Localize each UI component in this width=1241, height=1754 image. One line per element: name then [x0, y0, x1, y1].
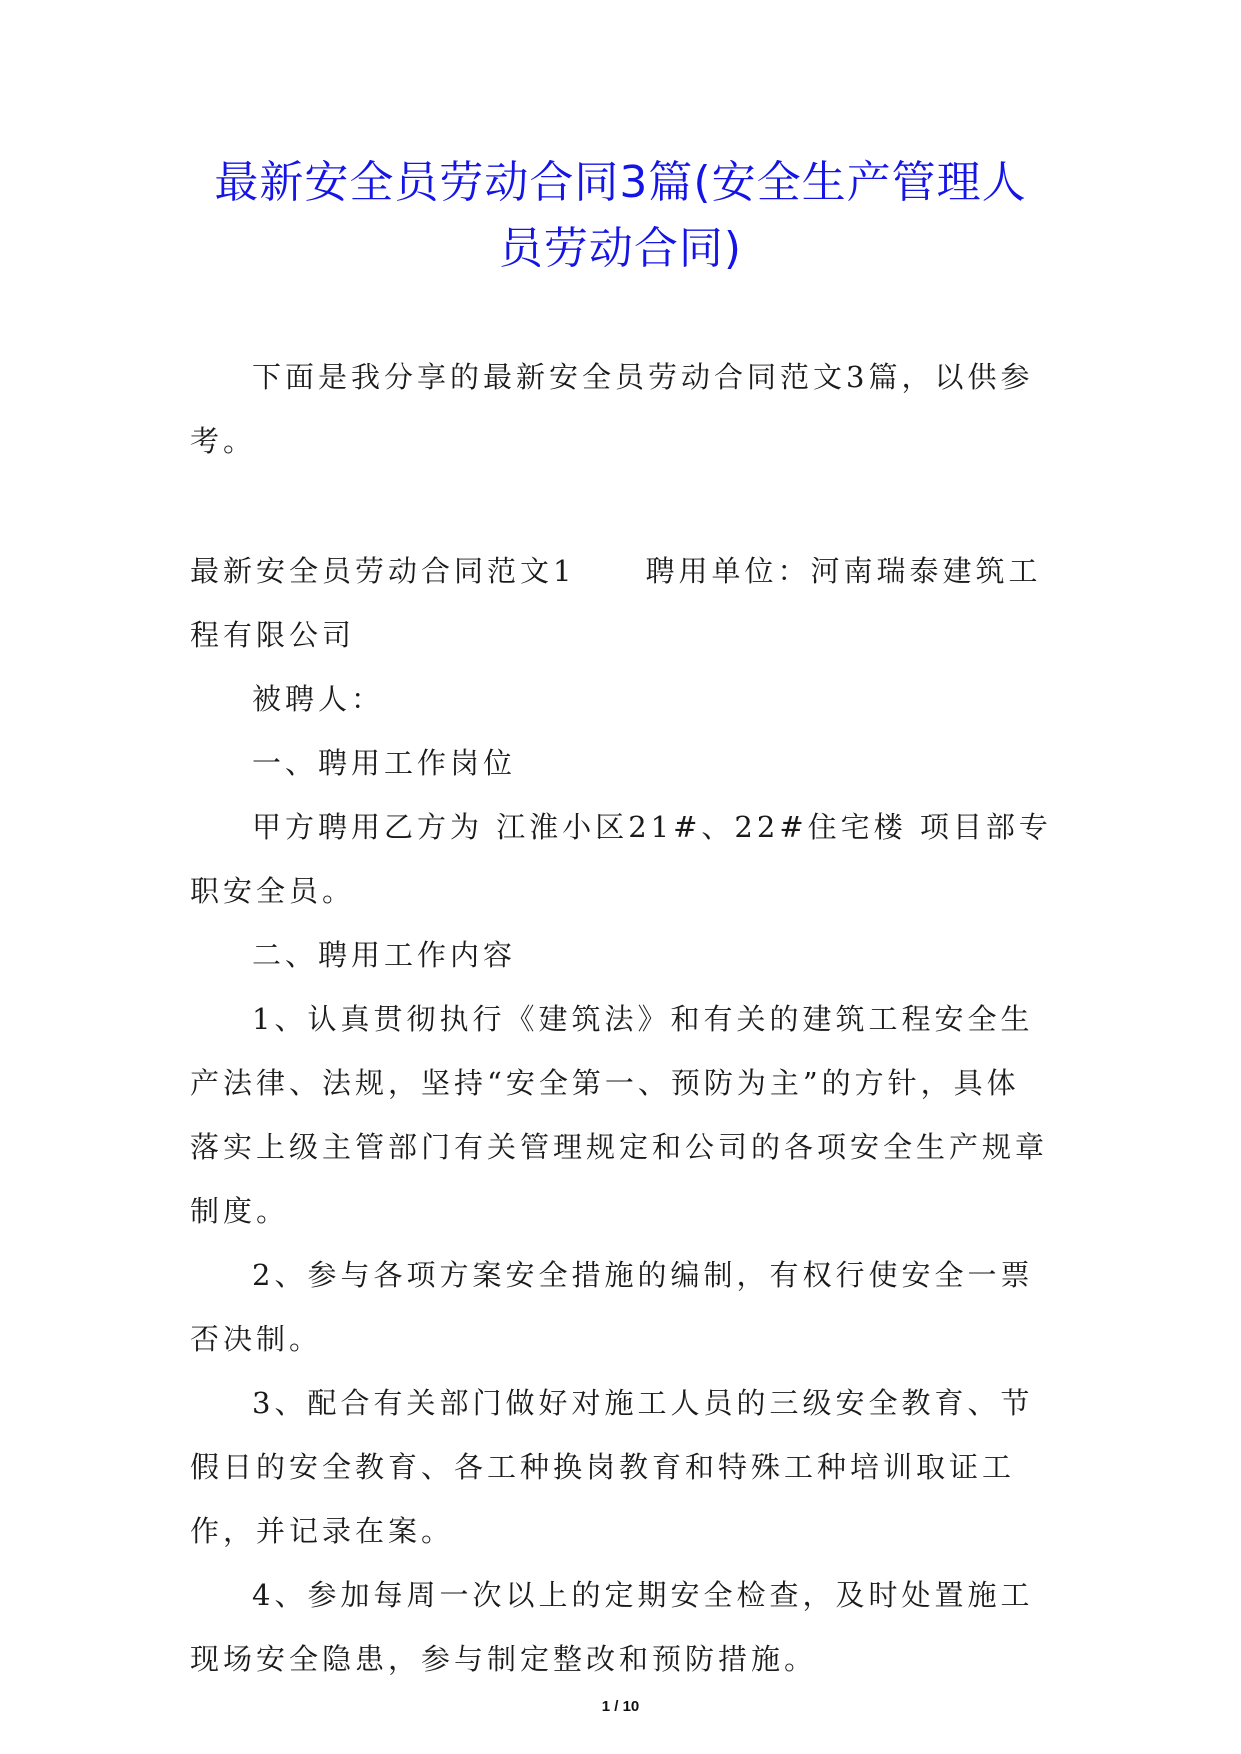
section-heading: 最新安全员劳动合同范文1	[190, 554, 576, 588]
employer-text: 聘用单位：河南瑞泰建筑工程有限公司	[190, 554, 1042, 652]
employee-line: 被聘人：	[252, 682, 385, 716]
page-number: 1 / 10	[601, 1698, 640, 1715]
clause-2-item-4: 4、参加每周一次以上的定期安全检查，及时处置施工现场安全隐患，参与制定整改和预防措施。	[190, 1578, 1034, 1676]
clause-2-item-2: 2、参与各项方案安全措施的编制，有权行使安全一票否决制。	[190, 1258, 1034, 1356]
document-title	[150, 150, 1091, 282]
title-line-2: 员劳动合同)	[498, 223, 743, 274]
document-body	[190, 345, 1052, 1691]
clause-2-heading: 二、聘用工作内容	[252, 938, 517, 972]
intro-paragraph: 下面是我分享的最新安全员劳动合同范文3篇，以供参考。	[190, 360, 1034, 458]
clause-2-item-3: 3、配合有关部门做好对施工人员的三级安全教育、节假日的安全教育、各工种换岗教育和特殊工种培训取证工作，并记录在案。	[190, 1386, 1034, 1548]
clause-2-item-1: 1、认真贯彻执行《建筑法》和有关的建筑工程安全生产法律、法规，坚持“安全第一、预防为主”的方针，具体落实上级主管部门有关管理规定和公司的各项安全生产规章制度。	[190, 1002, 1049, 1228]
contract-header-paragraph	[190, 539, 1052, 667]
clause-1-text: 甲方聘用乙方为 江淮小区21#、22#住宅楼 项目部专职安全员。	[190, 810, 1052, 908]
clause-1-heading: 一、聘用工作岗位	[252, 746, 517, 780]
title-line-1: 最新安全员劳动合同3篇(安全生产管理人	[214, 157, 1027, 208]
